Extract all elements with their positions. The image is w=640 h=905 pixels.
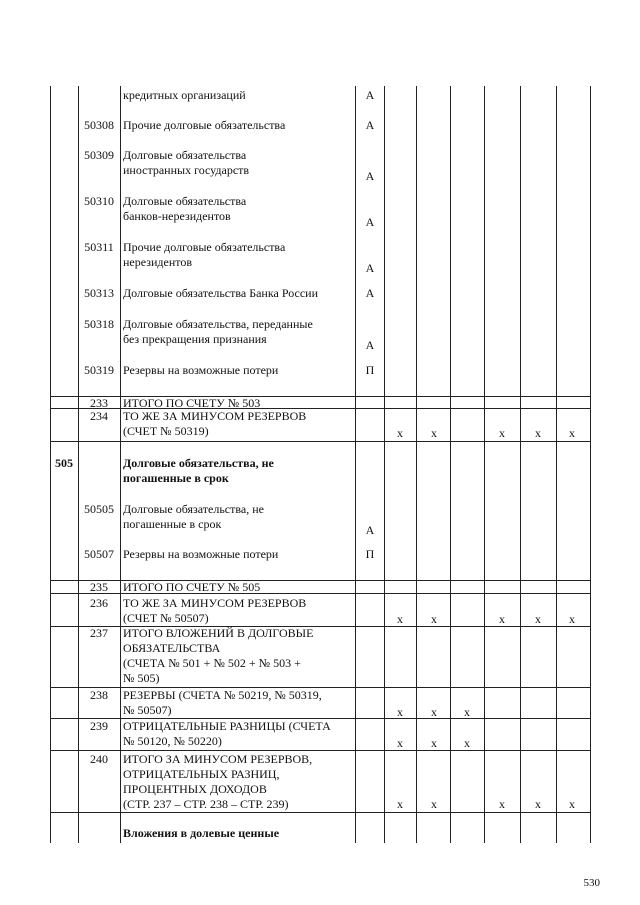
account-number: 237 (90, 626, 108, 640)
x-mark: x (397, 736, 403, 750)
table-row (0, 580, 640, 592)
table-row (0, 719, 640, 749)
table-row (0, 596, 640, 626)
table-row (0, 826, 640, 844)
account-type: А (365, 338, 375, 352)
account-type: П (365, 363, 375, 377)
account-type: А (365, 261, 375, 275)
account-number: 50318 (84, 317, 114, 331)
table-row (0, 688, 640, 718)
account-number: 50507 (84, 547, 114, 561)
account-name: Резервы на возможные потери (123, 547, 279, 561)
account-name: Долговые обязательства, не погашенные в срок (123, 502, 264, 531)
table-row (0, 118, 640, 140)
table-row (0, 363, 640, 393)
section-code: 505 (55, 456, 73, 470)
x-mark: x (535, 797, 541, 811)
table-row (0, 317, 640, 353)
account-number: 239 (90, 719, 108, 733)
account-number: 50505 (84, 502, 114, 516)
account-type: А (365, 88, 375, 102)
account-name: кредитных организаций (123, 88, 246, 102)
x-mark: x (499, 426, 505, 440)
account-number: 235 (90, 580, 108, 594)
account-number: 234 (90, 409, 108, 423)
table-row (0, 148, 640, 184)
x-mark: x (535, 426, 541, 440)
account-name: ИТОГО ВЛОЖЕНИЙ В ДОЛГОВЫЕ ОБЯЗАТЕЛЬСТВА (СЧЕТА № 501 + № 502 + № 503 + № 505) (123, 626, 314, 685)
account-name: Долговые обязательства Банка России (123, 286, 318, 300)
x-mark: x (499, 797, 505, 811)
account-type: А (365, 286, 375, 300)
table-row (0, 396, 640, 408)
x-mark: x (397, 612, 403, 626)
account-name: Прочие долговые обязательства нерезидентов (123, 240, 286, 269)
account-number: 238 (90, 688, 108, 702)
table-row (0, 456, 640, 492)
table-row-rule (50, 441, 590, 442)
account-number: 50309 (84, 148, 114, 162)
account-name: ИТОГО ЗА МИНУСОМ РЕЗЕРВОВ, ОТРИЦАТЕЛЬНЫХ РАЗНИЦ, ПРОЦЕНТНЫХ ДОХОДОВ (СТР. 237 – СТР. 238 – СТР. 239) (123, 752, 313, 811)
account-name: ОТРИЦАТЕЛЬНЫЕ РАЗНИЦЫ (СЧЕТА № 50120, № 50220) (123, 719, 331, 748)
table-row-rule (50, 812, 590, 813)
table-row (0, 240, 640, 276)
account-number: 50311 (84, 240, 114, 254)
account-name: Вложения в долевые ценные (123, 826, 280, 840)
x-mark: x (431, 612, 437, 626)
account-name: Долговые обязательства, переданные без прекращения признания (123, 317, 313, 346)
account-type: А (365, 523, 375, 537)
account-number: 50313 (84, 286, 114, 300)
account-type: А (365, 215, 375, 229)
x-mark: x (464, 736, 470, 750)
x-mark: x (464, 705, 470, 719)
x-mark: x (431, 426, 437, 440)
table-row (0, 409, 640, 441)
x-mark: x (569, 612, 575, 626)
table-row (0, 502, 640, 538)
table-row (0, 194, 640, 230)
account-name: Долговые обязательства иностранных государств (123, 148, 250, 177)
x-mark: x (397, 426, 403, 440)
table-row (0, 88, 640, 110)
account-type: А (365, 169, 375, 183)
account-name: ИТОГО ПО СЧЕТУ № 503 (123, 396, 261, 410)
table-row (0, 626, 640, 686)
account-name: Долговые обязательства банков-нерезидентов (123, 194, 247, 223)
x-mark: x (535, 612, 541, 626)
account-name: ИТОГО ПО СЧЕТУ № 505 (123, 580, 261, 594)
table-row (0, 547, 640, 577)
table-row (0, 752, 640, 812)
x-mark: x (431, 797, 437, 811)
account-number: 50319 (84, 363, 114, 377)
x-mark: x (569, 426, 575, 440)
x-mark: x (397, 705, 403, 719)
account-number: 236 (90, 596, 108, 610)
account-name: Резервы на возможные потери (123, 363, 279, 377)
account-number: 50308 (84, 118, 114, 132)
account-type: П (365, 547, 375, 561)
x-mark: x (431, 736, 437, 750)
account-name: ТО ЖЕ ЗА МИНУСОМ РЕЗЕРВОВ (СЧЕТ № 50319) (123, 409, 307, 438)
account-name: ТО ЖЕ ЗА МИНУСОМ РЕЗЕРВОВ (СЧЕТ № 50507) (123, 596, 307, 625)
account-number: 233 (90, 396, 108, 410)
account-name: РЕЗЕРВЫ (СЧЕТА № 50219, № 50319, № 50507) (123, 688, 322, 717)
x-mark: x (431, 705, 437, 719)
account-name: Долговые обязательства, не погашенные в срок (123, 456, 274, 485)
x-mark: x (569, 797, 575, 811)
table-row-rule (50, 750, 590, 751)
account-type: А (365, 118, 375, 132)
x-mark: x (397, 797, 403, 811)
x-mark: x (499, 612, 505, 626)
table-row (0, 286, 640, 308)
page-number: 530 (583, 877, 600, 889)
account-number: 50310 (84, 194, 114, 208)
account-name: Прочие долговые обязательства (123, 118, 286, 132)
account-number: 240 (90, 752, 108, 766)
